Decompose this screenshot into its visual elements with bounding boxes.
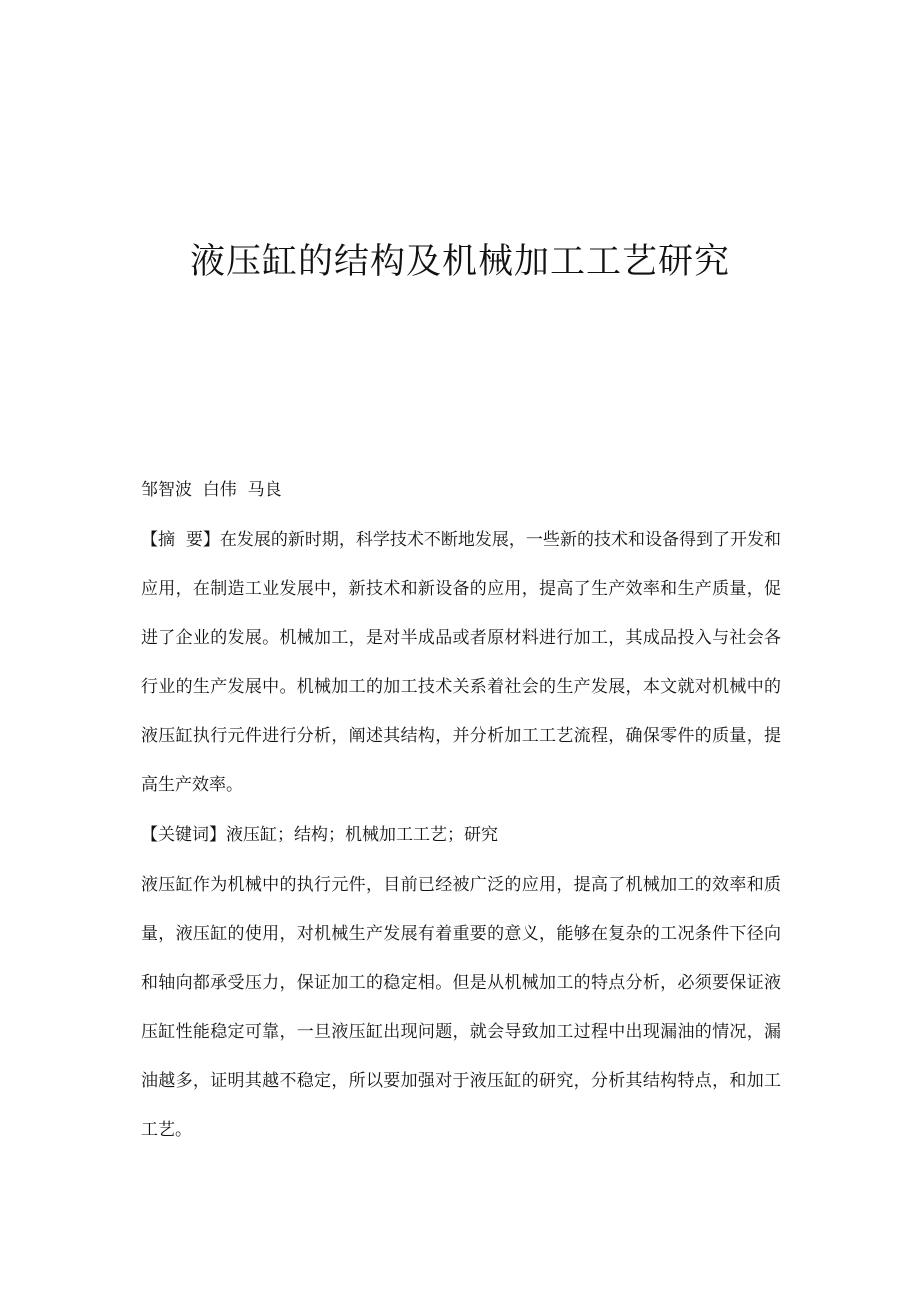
keywords-paragraph	[141, 811, 781, 860]
intro-text: 液压缸作为机械中的执行元件，目前已经被广泛的应用，提高了机械加工的效率和质量，液压缸的使用，对机械生产发展有着重要的意义，能够在复杂的工况条件下径向和轴向都承受压力，保证加工的稳定相。但是从机械加工的特点分析，必须要保证液压缸性能稳定可靠，一旦液压缸出现问题，就会导致加工过程中出现漏油的情况，漏油越多，证明其越不稳定，所以要加强对于液压缸的研究，分析其结构特点，和加工工艺。	[141, 875, 781, 1140]
abstract-paragraph	[141, 516, 781, 810]
keywords-label: 【关键词】	[141, 825, 226, 845]
authors-text: 邹智波 白伟 马良	[141, 480, 282, 500]
intro-paragraph	[141, 861, 781, 1155]
abstract-label: 【摘 要】	[141, 530, 220, 550]
keywords-text: 液压缸；结构；机械加工工艺；研究	[226, 825, 498, 845]
abstract-text: 在发展的新时期，科学技术不断地发展，一些新的技术和设备得到了开发和应用，在制造工业发展中，新技术和新设备的应用，提高了生产效率和生产质量，促进了企业的发展。机械加工，是对半成品或者原材料进行加工，其成品投入与社会各行业的生产发展中。机械加工的加工技术关系着社会的生产发展，本文就对机械中的液压缸执行元件进行分析，阐述其结构，并分析加工工艺流程，确保零件的质量，提高生产效率。	[141, 530, 782, 795]
document-title: 液压缸的结构及机械加工工艺研究	[189, 242, 730, 283]
author-line	[141, 466, 781, 515]
